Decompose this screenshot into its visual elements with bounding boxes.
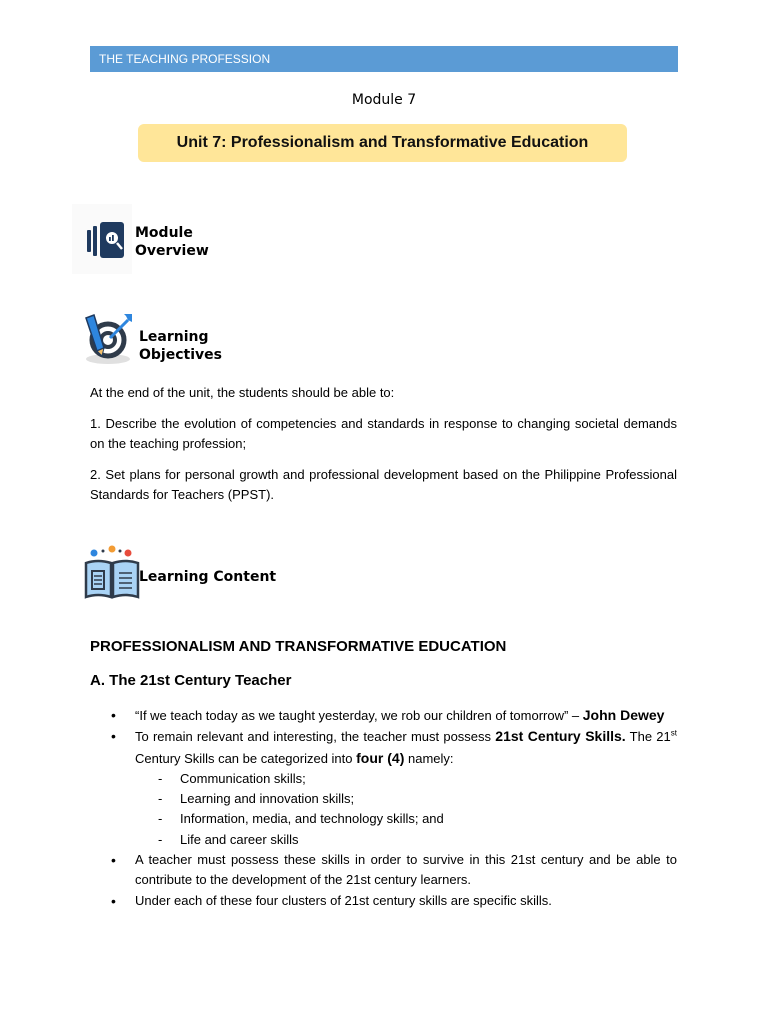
learning-objectives-header [80, 310, 136, 366]
content-heading: PROFESSIONALISM AND TRANSFORMATIVE EDUCATION [90, 638, 507, 655]
sublist-item: - Information, media, and technology skills; and [135, 809, 677, 829]
learning-objectives-title: Learning Objectives [139, 329, 222, 363]
skills-lead: To remain relevant and interesting, the teacher must possess [135, 729, 492, 745]
presentation-magnifier-icon [72, 204, 132, 274]
module-overview-title: Module Overview [135, 225, 209, 259]
unit-title: Unit 7: Professionalism and Transformative Education [176, 134, 589, 151]
quote-text: “If we teach today as we taught yesterday, we rob our children of tomorrow” – [135, 708, 580, 723]
skills-number: 21 [656, 729, 671, 745]
target-pencil-icon [80, 310, 136, 366]
learning-content-title: Learning Content [139, 569, 277, 585]
document-header [90, 46, 678, 72]
sublist-item: - Life and career skills [135, 830, 677, 850]
objective-item-2: 2. Set plans for personal growth and professional development based on the Philippine Professional Standards for Teachers (PPST). [90, 467, 677, 502]
skills-ordinal: st [670, 728, 677, 738]
unit-title-box [138, 124, 627, 162]
module-overview-header [72, 204, 132, 274]
objectives-intro: At the end of the unit, the students should be able to: [90, 385, 395, 400]
skills-count: four (4) [356, 749, 405, 766]
content-bullet-list [135, 705, 677, 911]
open-book-icon [84, 543, 140, 601]
list-item [135, 726, 677, 850]
learning-content-header [84, 543, 140, 601]
skills-sublist [135, 769, 677, 850]
list-item: • A teacher must possess these skills in order to survive in this 21st century and be able to contribute to the development of the 21st century learners. [135, 850, 677, 891]
sublist-item: - Communication skills; [135, 769, 677, 789]
quote-author: John Dewey [582, 707, 665, 723]
skills-after: namely: [407, 750, 454, 766]
skills-emphasis: 21st Century Skills. [495, 728, 626, 745]
list-item: • Under each of these four clusters of 21st century skills are specific skills. [135, 891, 677, 911]
header-title: THE TEACHING PROFESSION [99, 52, 271, 66]
list-item [135, 705, 677, 726]
skills-lead-2: The [629, 729, 653, 745]
content-subheading: A. The 21st Century Teacher [90, 672, 292, 689]
skills-rest: Century Skills can be categorized into [135, 750, 353, 766]
sublist-item: - Learning and innovation skills; [135, 789, 677, 809]
module-label: Module 7 [351, 92, 417, 108]
objective-item-1: 1. Describe the evolution of competencies and standards in response to changing societal demands on the teaching profession; [90, 416, 677, 451]
